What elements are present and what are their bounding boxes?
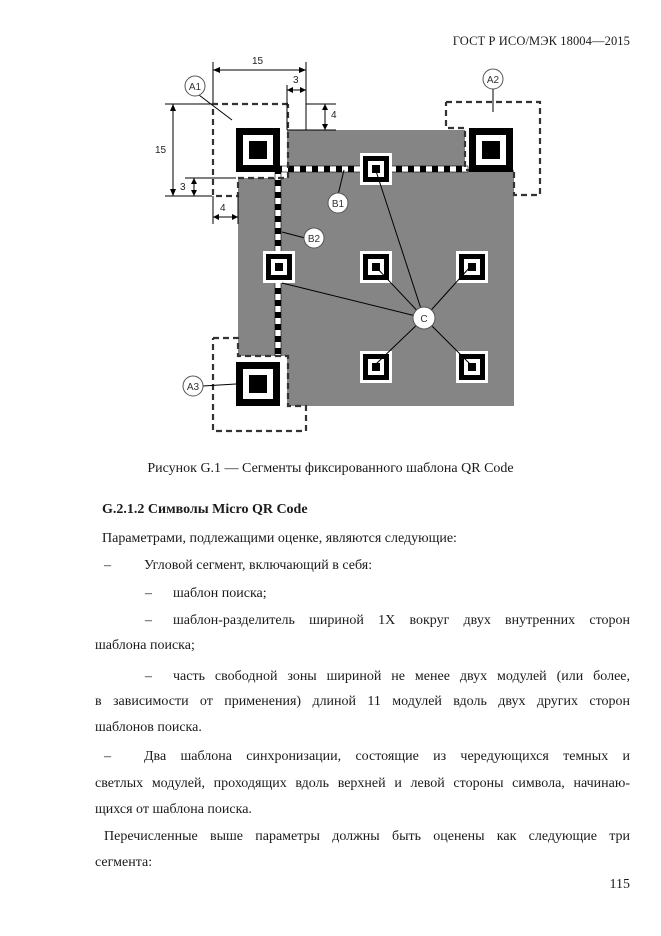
label-b1: B1 (331, 199, 345, 210)
label-c: C (420, 314, 428, 325)
dim-top-sep: 3 (293, 75, 299, 86)
dim-top-width: 15 (252, 56, 264, 67)
alignment-pattern (360, 153, 392, 185)
figure-caption: Рисунок G.1 — Сегменты фиксированного шаблона QR Code (147, 461, 514, 476)
alignment-pattern (263, 251, 295, 283)
finder-pattern-a3 (236, 362, 280, 406)
alignment-pattern (360, 351, 392, 383)
dim-left-sep: 3 (180, 182, 186, 193)
finder-pattern-a1 (236, 128, 280, 172)
label-a2: A2 (486, 75, 500, 86)
section-heading: G.2.1.2 Символы Micro QR Code (102, 502, 308, 517)
list-dash: – (104, 558, 111, 573)
list-dash: – (104, 749, 111, 764)
dim-left-height: 15 (155, 145, 167, 156)
list-item-corner-segment: Угловой сегмент, включающий в себя: (144, 558, 373, 573)
alignment-pattern (456, 351, 488, 383)
list-item-timing-line1: Два шаблона синхронизации, состоящие из чередующихся темных и (144, 749, 630, 764)
sublist-item-quiet-zone-line1: часть свободной зоны шириной не менее двух модулей (или более, (173, 669, 630, 684)
sublist-item-separator-line1: шаблон-разделитель шириной 1X вокруг двух внутренних сторон (173, 613, 630, 628)
dim-left-gap: 4 (220, 203, 226, 214)
list-item-timing-line3: щихся от шаблона поиска. (95, 802, 252, 817)
sublist-item-quiet-zone-line2: в зависимости от применения) длиной 11 модулей вдоль двух других сторон (95, 694, 630, 709)
alignment-pattern (456, 251, 488, 283)
intro-paragraph: Параметрами, подлежащими оценке, являются следующие: (102, 531, 457, 546)
sublist-item-finder: шаблон поиска; (173, 586, 267, 601)
label-a3: A3 (186, 382, 200, 393)
list-dash: – (145, 613, 152, 628)
sublist-item-separator-line2: шаблона поиска; (95, 638, 195, 653)
running-header: ГОСТ Р ИСО/МЭК 18004—2015 (452, 34, 630, 48)
dim-top-gap: 4 (331, 110, 337, 121)
closing-paragraph-line1: Перечисленные выше параметры должны быть оценены как следующие три (104, 829, 630, 844)
list-dash: – (145, 586, 152, 601)
qr-fixed-pattern-figure (0, 0, 661, 450)
finder-pattern-a2 (469, 128, 513, 172)
list-dash: – (145, 669, 152, 684)
list-item-timing-line2: светлых модулей, проходящих вдоль верхней и левой стороны символа, начинаю- (95, 776, 630, 791)
label-a1: A1 (188, 82, 202, 93)
sublist-item-quiet-zone-line3: шаблонов поиска. (95, 720, 202, 735)
label-b2: B2 (307, 234, 321, 245)
page-number: 115 (609, 877, 630, 892)
closing-paragraph-line2: сегмента: (95, 855, 153, 870)
